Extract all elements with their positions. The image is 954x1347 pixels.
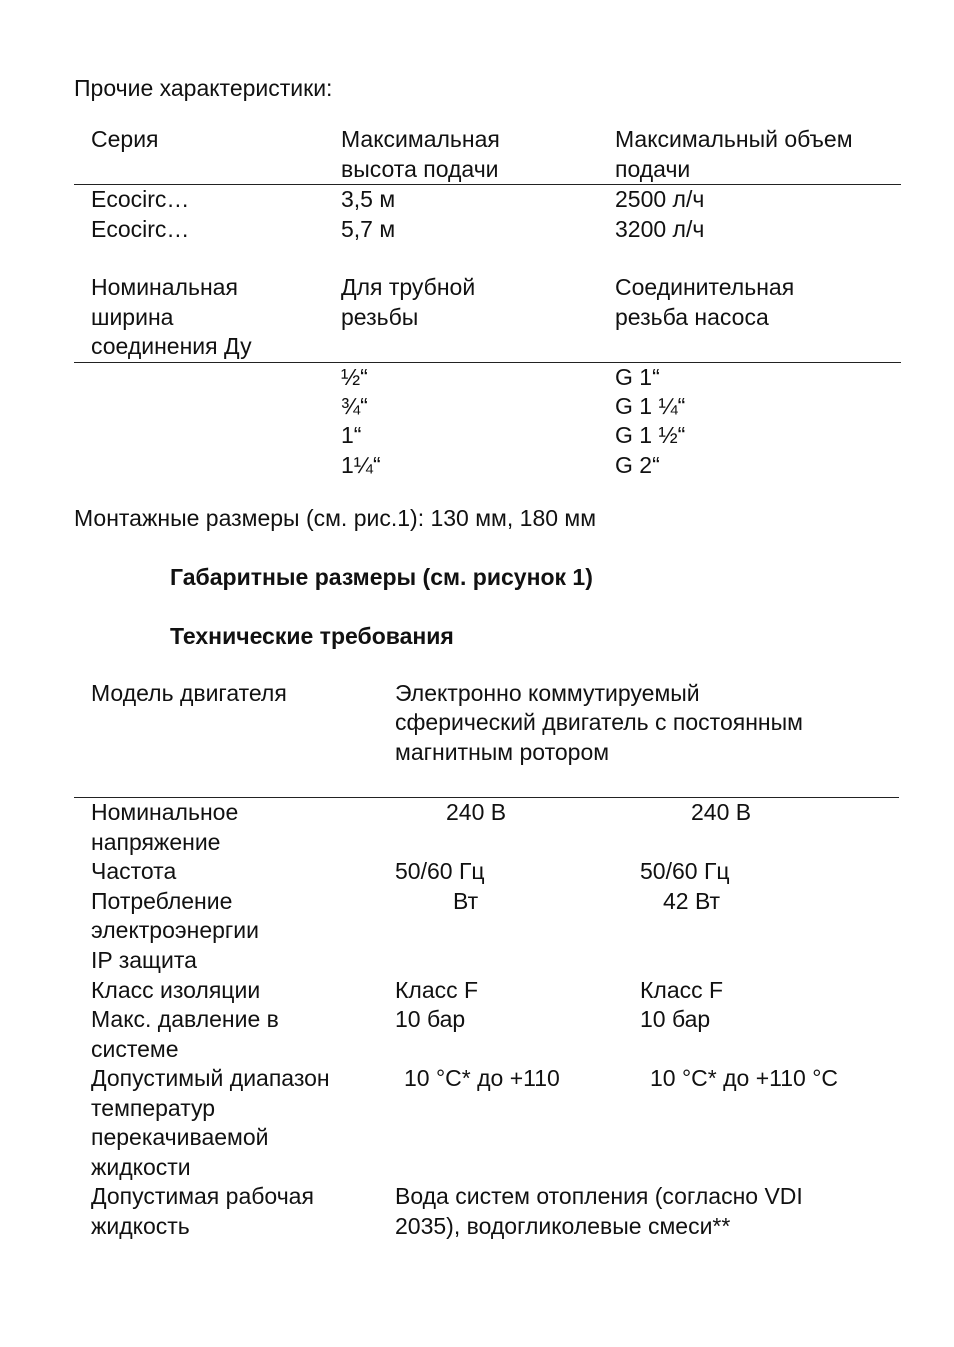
temp-value-a: 10 °C* до +110 <box>404 1065 560 1091</box>
temp-label-line3: перекачиваемой <box>91 1124 269 1150</box>
pipe-thread-header-line2: резьбы <box>341 304 419 330</box>
power-label-line1: Потребление <box>91 888 233 914</box>
nominal-width-header-line2: ширина <box>91 304 174 330</box>
motor-desc-line2: сферический двигатель с постоянным <box>395 709 803 735</box>
insulation-value-b: Класс F <box>640 977 724 1003</box>
height-cell: 5,7 м <box>341 216 396 242</box>
pump-thread-cell: G 1“ <box>615 364 660 390</box>
series-cell: Ecocirc… <box>91 186 190 212</box>
pipe-thread-cell: ½“ <box>341 364 368 390</box>
temp-label-line2: температур <box>91 1095 216 1121</box>
motor-label: Модель двигателя <box>91 680 287 706</box>
series-header: Серия <box>91 126 159 152</box>
dimensions-heading: Габаритные размеры (см. рисунок 1) <box>170 564 593 590</box>
nominal-width-header-line1: Номинальная <box>91 274 238 300</box>
frequency-value-b: 50/60 Гц <box>640 858 730 884</box>
max-height-header-line2: высота подачи <box>341 156 499 182</box>
pressure-label-line2: системе <box>91 1036 179 1062</box>
temp-label-line1: Допустимый диапазон <box>91 1065 330 1091</box>
power-value-b: 42 Вт <box>663 888 721 914</box>
insulation-label: Класс изоляции <box>91 977 261 1003</box>
pipe-thread-cell: ¾“ <box>341 393 368 419</box>
pipe-thread-cell: 1¼“ <box>341 452 381 478</box>
temp-label-line4: жидкости <box>91 1154 191 1180</box>
max-flow-header-line2: подачи <box>615 156 691 182</box>
mounting-dimensions: Монтажные размеры (см. рис.1): 130 мм, 180 мм <box>74 505 597 531</box>
frequency-label: Частота <box>91 858 177 884</box>
temp-value-b: 10 °C* до +110 °C <box>650 1065 839 1091</box>
frequency-value-a: 50/60 Гц <box>395 858 485 884</box>
flow-cell: 3200 л/ч <box>615 216 705 242</box>
thread-table-divider <box>74 362 901 363</box>
max-height-header-line1: Максимальная <box>341 126 500 152</box>
pipe-thread-header-line1: Для трубной <box>341 274 476 300</box>
pump-thread-header-line1: Соединительная <box>615 274 795 300</box>
power-value-a: Вт <box>453 888 479 914</box>
series-table-divider <box>74 184 901 185</box>
max-flow-header-line1: Максимальный объем <box>615 126 853 152</box>
requirements-heading: Технические требования <box>170 623 454 649</box>
pressure-label-line1: Макс. давление в <box>91 1006 279 1032</box>
intro-text: Прочие характеристики: <box>74 75 333 101</box>
fluid-label-line2: жидкость <box>91 1213 190 1239</box>
pump-thread-cell: G 1 ¼“ <box>615 393 686 419</box>
motor-desc-line1: Электронно коммутируемый <box>395 680 700 706</box>
fluid-value-line2: 2035), водогликолевые смеси** <box>395 1213 731 1239</box>
pressure-value-a: 10 бар <box>395 1006 466 1032</box>
fluid-value-line1: Вода систем отопления (согласно VDI <box>395 1183 803 1209</box>
voltage-label-line1: Номинальное <box>91 799 239 825</box>
voltage-value-b: 240 В <box>691 799 752 825</box>
pressure-value-b: 10 бар <box>640 1006 711 1032</box>
ip-label: IP защита <box>91 947 197 973</box>
nominal-width-header-line3: соединения Ду <box>91 333 252 359</box>
voltage-value-a: 240 В <box>446 799 507 825</box>
pump-thread-cell: G 2“ <box>615 452 660 478</box>
pump-thread-cell: G 1 ½“ <box>615 422 686 448</box>
motor-desc-line3: магнитным ротором <box>395 739 610 765</box>
fluid-label-line1: Допустимая рабочая <box>91 1183 314 1209</box>
power-label-line2: электроэнергии <box>91 917 259 943</box>
series-cell: Ecocirc… <box>91 216 190 242</box>
pipe-thread-cell: 1“ <box>341 422 362 448</box>
voltage-label-line2: напряжение <box>91 829 221 855</box>
insulation-value-a: Класс F <box>395 977 479 1003</box>
pump-thread-header-line2: резьба насоса <box>615 304 769 330</box>
height-cell: 3,5 м <box>341 186 396 212</box>
flow-cell: 2500 л/ч <box>615 186 705 212</box>
